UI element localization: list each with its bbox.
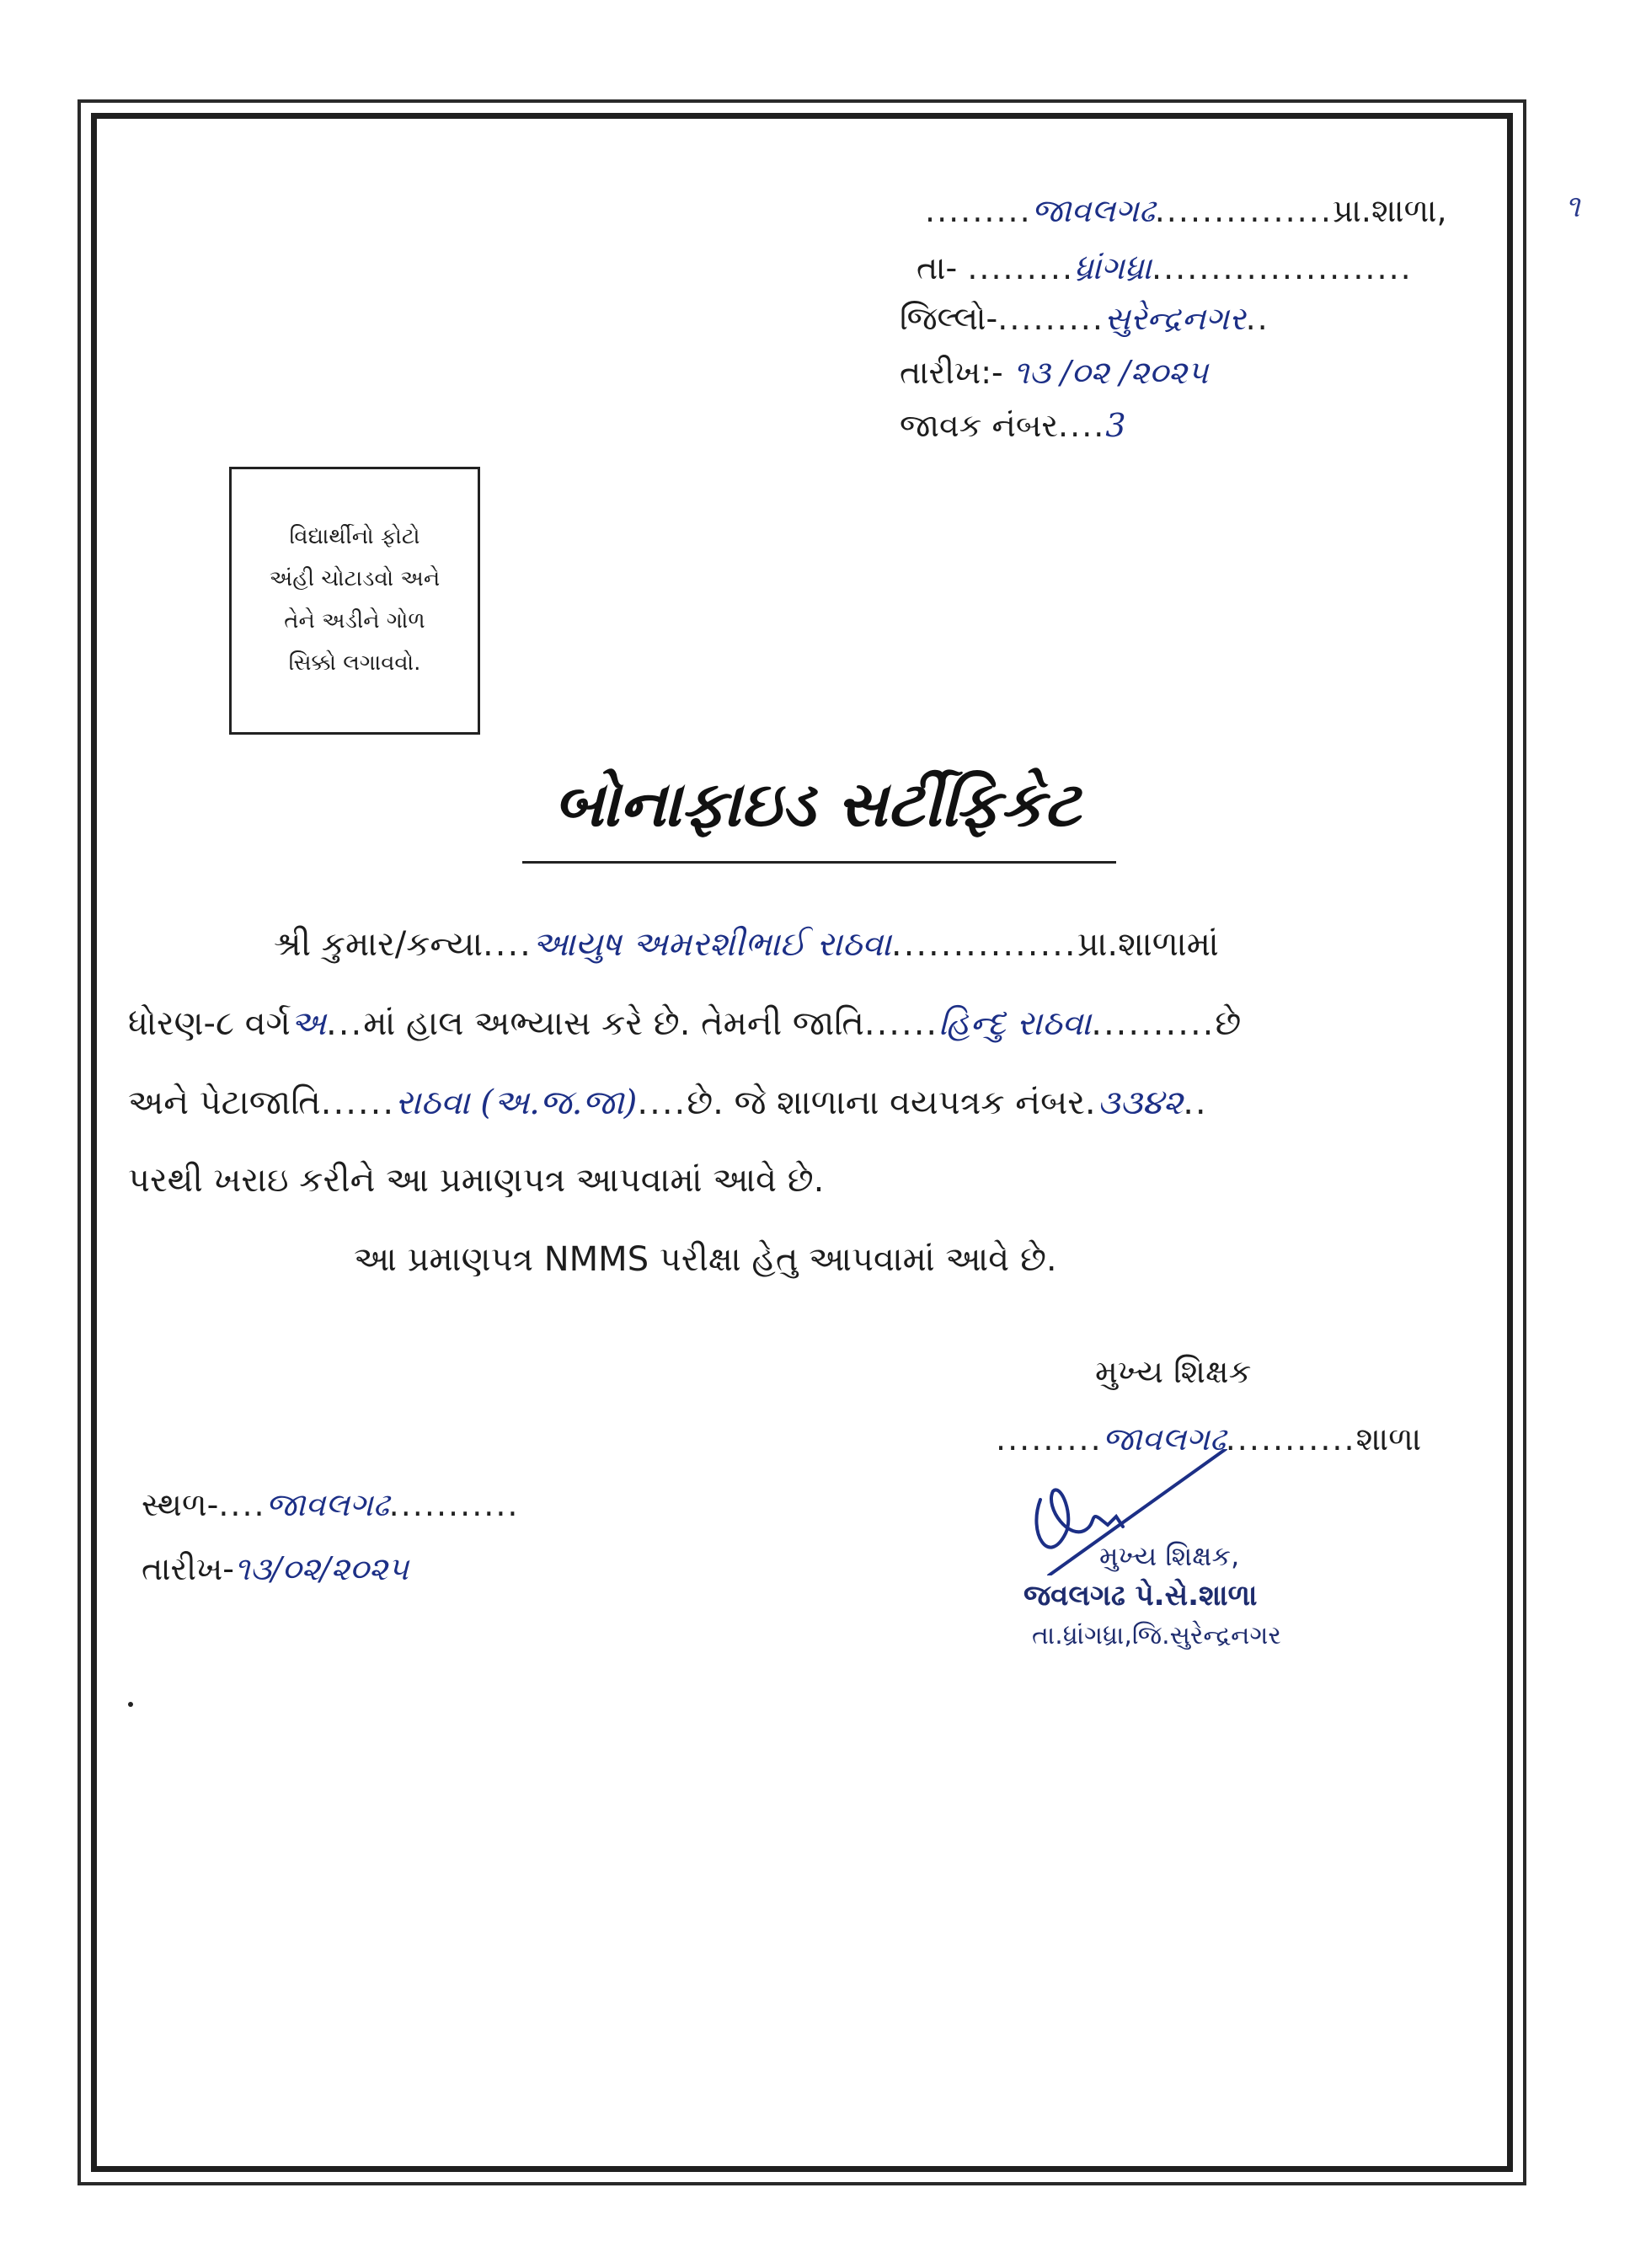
place-line: સ્થળ-....જાવલગઢ...........	[142, 1486, 520, 1523]
inward-label: જાવક નંબર	[900, 407, 1059, 444]
signature-school-handwritten: જાવલગઢ	[1102, 1420, 1226, 1458]
photo-instruction-line: વિદ્યાર્થીનો ફોટો	[289, 524, 420, 550]
issue-date-line	[142, 1550, 409, 1588]
taluka-handwritten: ધ્રાંગધ્રા	[1074, 249, 1152, 286]
school-stamp	[1023, 1537, 1377, 1654]
caste-handwritten: હિન્દુ રાઠવા	[938, 1004, 1092, 1043]
corner-page-mark: ૧	[1565, 190, 1580, 224]
student-label: શ્રી કુમાર/કન્યા	[274, 925, 484, 964]
photo-instruction-line: અંહી ચોટાડવો અને	[269, 566, 441, 592]
address-district-line: જિલ્લો-.........સુરેન્દ્રનગર..	[900, 300, 1269, 337]
inner-border	[91, 113, 1513, 2172]
body-line-3: અને પેટાજાતિ......રાઠવા (અ.જ.જા)....છે. જે શાળાના વયપત્રક નંબર.૩૩૪૨..	[128, 1083, 1208, 1122]
body-line-2: ધોરણ-૮ વર્ગઅ...માં હાલ અભ્યાસ કરે છે. તેમની જાતિ......હિન્દુ રાઠવા..........છે	[128, 1004, 1242, 1043]
district-handwritten: સુરેન્દ્રનગર	[1104, 300, 1246, 337]
study-text: માં હાલ અભ્યાસ કરે છે. તેમની જાતિ	[363, 1004, 864, 1043]
address-inward-line: જાવક નંબર....3	[900, 407, 1126, 444]
date-label: તારીખ:-	[900, 354, 1003, 391]
photo-placeholder-box	[229, 467, 480, 735]
student-name-handwritten: આયુષ અમરશીભાઈ રાઠવા	[532, 925, 891, 964]
register-text: છે. જે શાળાના વયપત્રક નંબર	[687, 1083, 1085, 1122]
stamp-line-title: મુખ્ય શિક્ષક,	[1099, 1540, 1240, 1572]
stamp-line-address: તા.ધ્રાંગધ્રા,જિ.સુરેન્દ્રનગર	[1032, 1620, 1281, 1650]
taluka-label: તા-	[917, 249, 958, 286]
standard-label: ધોરણ-૮ વર્ગ	[128, 1004, 291, 1043]
class-handwritten: અ	[290, 1004, 327, 1043]
photo-instruction-line: તેને અડીને ગોળ	[284, 608, 425, 634]
place-handwritten: જાવલગઢ	[265, 1486, 389, 1523]
issue-date-label: તારીખ-	[142, 1550, 234, 1587]
place-label: સ્થળ-	[142, 1486, 219, 1523]
certificate-title: બોનાફાઇડ સર્ટીફિકેટ	[553, 768, 1081, 841]
register-number-handwritten: ૩૩૪૨	[1097, 1083, 1184, 1122]
address-date-line	[900, 354, 1208, 392]
caste-suffix: છે	[1215, 1004, 1242, 1043]
address-school-line: .........જાવલગઢ...............પ્રા.શાળા,	[925, 192, 1447, 229]
signature-school-suffix: શાળા	[1355, 1420, 1422, 1458]
school-suffix: પ્રા.શાળા,	[1332, 192, 1447, 229]
stray-dot	[128, 1702, 133, 1707]
district-label: જિલ્લો-	[900, 300, 998, 337]
signature-school-line: .........જાવલગઢ...........શાળા	[996, 1420, 1422, 1458]
head-teacher-label: મુખ્ય શિક્ષક	[1095, 1353, 1252, 1390]
inward-number-handwritten: 3	[1105, 407, 1126, 444]
subcaste-label: અને પેટાજાતિ	[128, 1083, 321, 1122]
body-line-1: શ્રી કુમાર/કન્યા....આયુષ અમરશીભાઈ રાઠવા...............પ્રા.શાળામાં	[274, 925, 1219, 964]
address-taluka-line: તા- .........ધ્રાંગધ્રા......................	[917, 249, 1413, 286]
school-label: પ્રા.શાળામાં	[1077, 925, 1219, 964]
school-name-handwritten: જાવલગઢ	[1031, 192, 1155, 229]
photo-instruction-line: સિક્કો લગાવવો.	[288, 650, 421, 676]
body-line-5: આ પ્રમાણપત્ર NMMS પરીક્ષા હેતુ આપવામાં આવે છે.	[354, 1240, 1057, 1279]
issue-date-handwritten: ૧૩/૦૨/૨૦૨૫	[233, 1550, 409, 1587]
date-handwritten: ૧૩ /૦૨ /૨૦૨૫	[1013, 354, 1209, 391]
body-line-4: પરથી ખરાઇ કરીને આ પ્રમાણપત્ર આપવામાં આવે છે.	[128, 1161, 825, 1200]
title-underline	[522, 861, 1116, 864]
stamp-line-school: જવલગઢ પે.સે.શાળા	[1023, 1579, 1258, 1613]
subcaste-handwritten: રાઠવા (અ.જ.જા)	[395, 1083, 638, 1122]
